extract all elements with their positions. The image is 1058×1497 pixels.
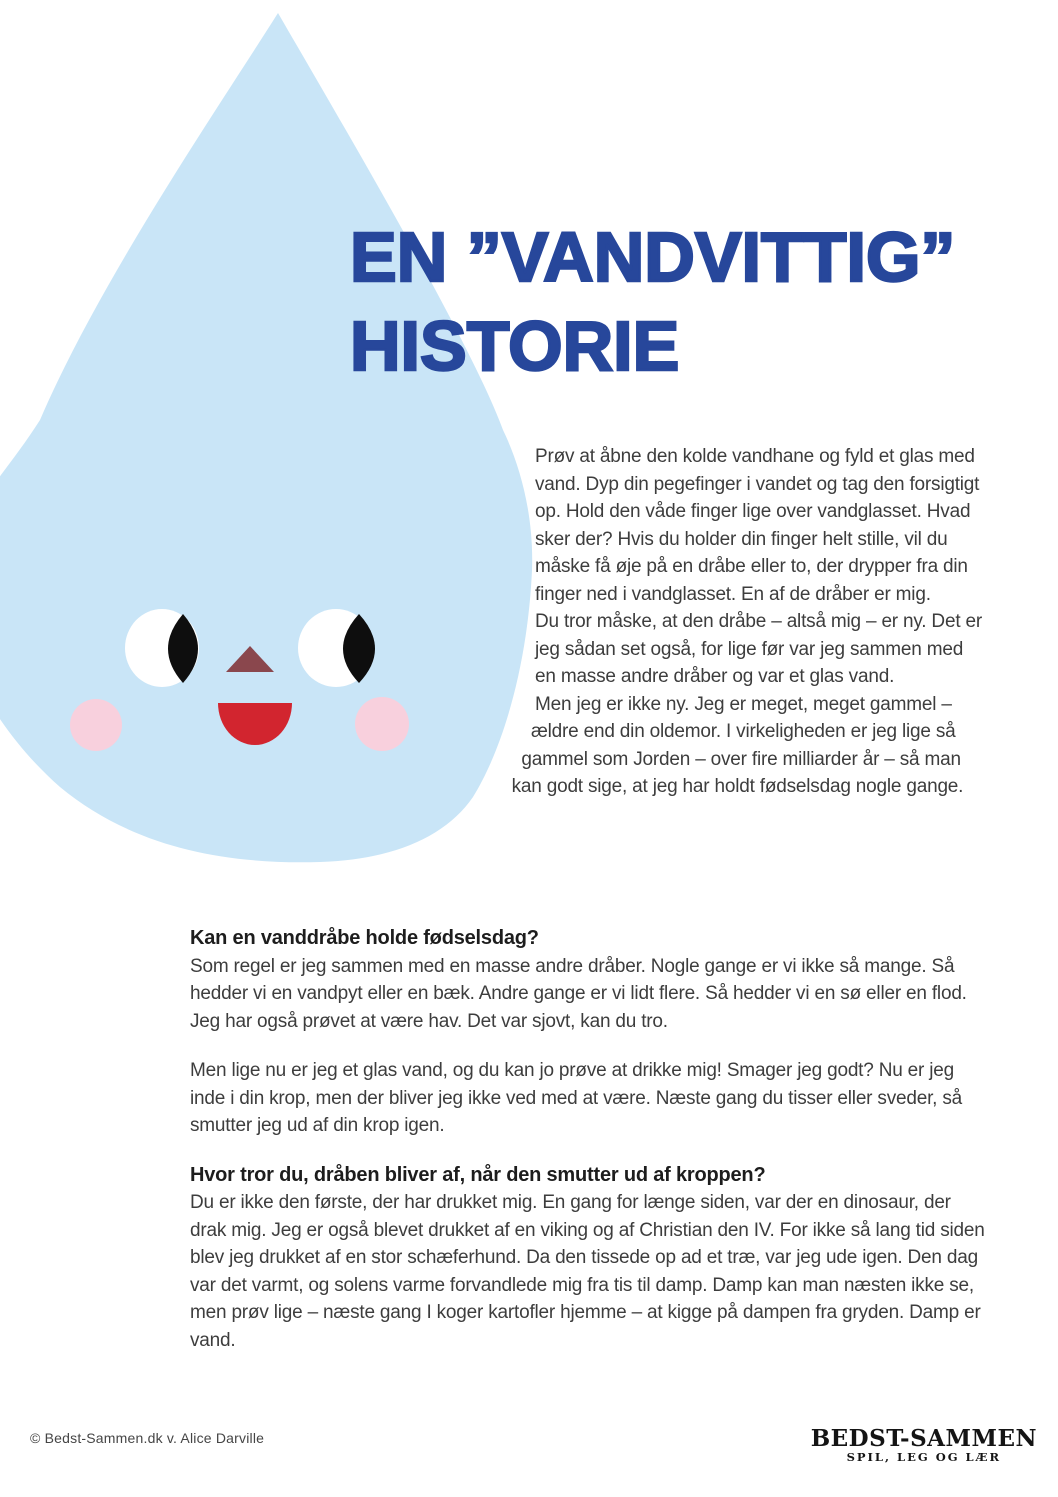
intro-paragraph: Du tror måske, at den dråbe – altså mig – er ny. Det er jeg sådan set også, for lige før var jeg sammen med en masse andre dråber og var et glas vand. <box>535 611 982 687</box>
page-title-line1: EN ”VANDVITTIG” <box>350 218 956 296</box>
page-title-line2: HISTORIE <box>350 307 680 385</box>
copyright-notice: © Bedst-Sammen.dk v. Alice Darville <box>30 1430 265 1446</box>
story-paragraph: Du er ikke den første, der har drukket mig. En gang for længe siden, var der en dinosaur, der drak mig. Jeg er også blevet drukket af en viking og af Christian den IV. For ikke så lang tid siden blev jeg drukket af en stor schæferhund. Da den tissede op ad et træ, var jeg ude igen. Den dag var det varmt, og solens varme forvandlede mig fra tis til damp. Damp kan man næsten ikke se, men prøv lige – næste gang I koger kartofler hjemme – at kigge på dampen fra gryden. Damp er vand. <box>190 1192 985 1351</box>
bedst-sammen-logo <box>811 1426 1037 1464</box>
story-paragraph: Men lige nu er jeg et glas vand, og du kan jo prøve at drikke mig! Smager jeg godt? Nu er jeg inde i din krop, men der bliver jeg ikke ved med at være. Næste gang du tisser eller sveder, så smutter jeg ud af din krop igen. <box>190 1060 962 1136</box>
story-sections <box>190 925 985 1354</box>
intro-text-block <box>190 443 985 870</box>
section-heading: Hvor tror du, dråben bliver af, når den smutter ud af kroppen? <box>190 1163 766 1186</box>
left-cheek <box>70 699 122 751</box>
logo-name: BEDST-SAMMEN <box>810 1425 1037 1452</box>
logo-tagline: SPIL, LEG OG LÆR <box>846 1450 1002 1464</box>
drop-text-wrap-shape <box>190 443 535 870</box>
page-title <box>350 213 955 391</box>
story-paragraph: Som regel er jeg sammen med en masse andre dråber. Nogle gange er vi ikke så mange. Så hedder vi en vandpyt eller en bæk. Andre gange er vi lidt flere. Så hedder vi en sø eller en flod. Jeg har også prøvet at være hav. Det var sjovt, kan du tro. <box>190 955 967 1032</box>
section-heading: Kan en vanddråbe holde fødselsdag? <box>190 927 539 949</box>
intro-paragraph: Men jeg er ikke ny. Jeg er meget, meget gammel – ældre end din oldemor. I virkeligheden er jeg lige så gammel som Jorden – over fire milliarder år – så man kan godt sige, at jeg har holdt fødselsdag nogle gange. <box>511 693 964 797</box>
intro-paragraph: Prøv at åbne den kolde vandhane og fyld et glas med vand. Dyp din pegefinger i vandet og tag den forsigtigt op. Hold den våde finger lige over vandglasset. Hvad sker der? Hvis du holder din finger helt stille, vil du måske få øje på en dråbe eller to, der drypper fra din finger ned i vandglasset. En af de dråber er mig. <box>535 446 980 605</box>
